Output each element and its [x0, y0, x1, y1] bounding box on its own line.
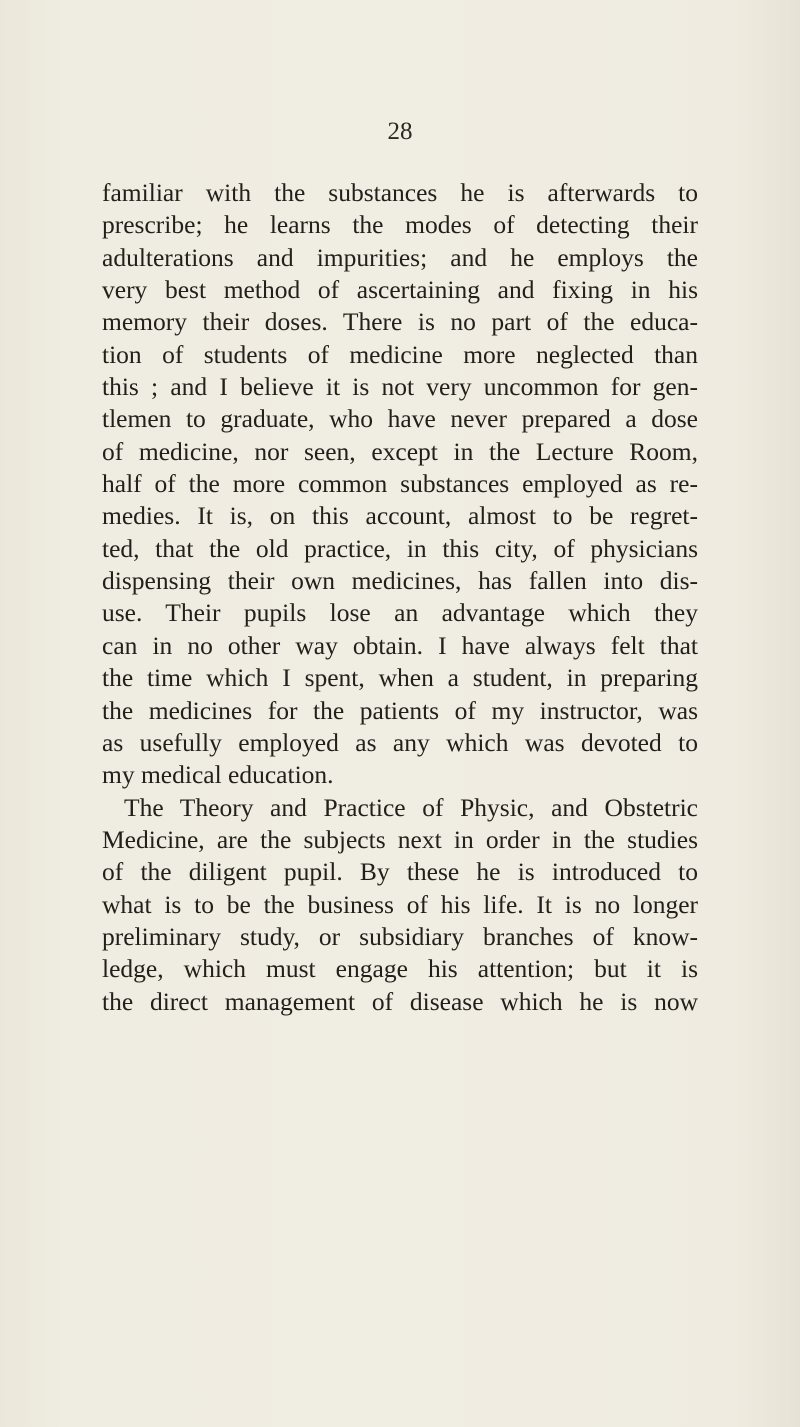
text-line: preliminary study, or subsidiary branches of know- — [102, 921, 698, 951]
text-line: medies. It is, on this account, almost to be regret- — [102, 501, 698, 531]
text-line: Medicine, are the subjects next in order in the studies — [102, 824, 698, 854]
text-line: tion of students of medicine more neglected than — [102, 339, 698, 369]
text-line: can in no other way obtain. I have always felt that — [102, 630, 698, 660]
text-line: the direct management of disease which he is now — [102, 986, 698, 1016]
paragraph-start-line: The Theory and Practice of Physic, and Obstetric — [124, 792, 698, 822]
text-line: very best method of ascertaining and fixing in his — [102, 275, 698, 305]
text-line: of medicine, nor seen, except in the Lecture Room, — [102, 436, 698, 466]
text-line: of the diligent pupil. By these he is introduced to — [102, 857, 698, 887]
page-number: 28 — [387, 118, 413, 145]
text-line: ledge, which must engage his attention; but it is — [102, 954, 698, 984]
text-line: the time which I spent, when a student, in preparing — [102, 663, 698, 693]
paragraph-end-line: my medical education. — [102, 760, 334, 790]
text-line: as usefully employed as any which was devoted to — [102, 727, 698, 757]
text-line: memory their doses. There is no part of the educa- — [102, 307, 698, 337]
text-line: use. Their pupils lose an advantage which they — [102, 598, 698, 628]
text-line: what is to be the business of his life. It is no longer — [102, 889, 698, 919]
text-line: tlemen to graduate, who have never prepared a dose — [102, 404, 698, 434]
text-line: prescribe; he learns the modes of detecting their — [102, 210, 698, 240]
text-line: the medicines for the patients of my instructor, was — [102, 695, 698, 725]
text-line: familiar with the substances he is afterwards to — [102, 178, 698, 207]
text-line: half of the more common substances employed as re- — [102, 469, 698, 499]
text-line: this ; and I believe it is not very uncommon for gen- — [102, 372, 698, 402]
text-line: dispensing their own medicines, has fallen into dis- — [102, 566, 698, 596]
body-text — [102, 177, 698, 1018]
text-line: adulterations and impurities; and he employs the — [102, 242, 698, 272]
text-line: ted, that the old practice, in this city, of physicians — [102, 533, 698, 563]
